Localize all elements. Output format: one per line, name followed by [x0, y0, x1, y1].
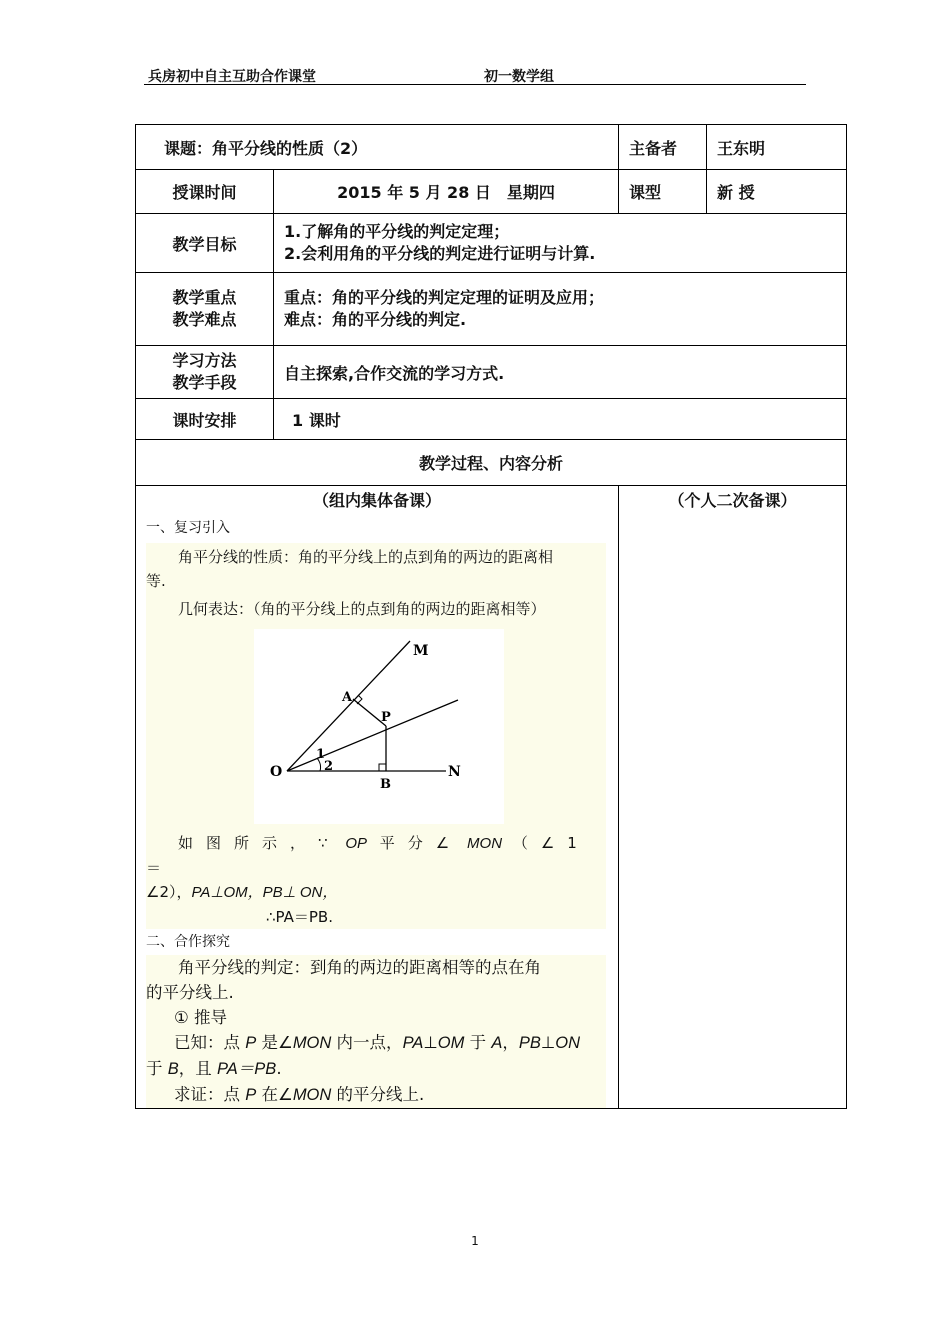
method-value: 自主探索,合作交流的学习方式.	[274, 346, 847, 399]
group-prep-cell	[136, 486, 619, 1109]
goal-label: 教学目标	[136, 214, 274, 273]
group-col-heading: （组内集体备课）	[313, 491, 442, 510]
type-value: 新 授	[707, 170, 847, 214]
prove-line: 求证：点 P 在∠MON 的平分线上.	[174, 1085, 425, 1104]
figure-background	[254, 629, 504, 824]
section2-title: 二、合作探究	[146, 934, 230, 950]
key-label	[136, 273, 274, 346]
geom-expression: 几何表达：（角的平分线上的点到角的两边的距离相等）	[178, 600, 546, 618]
judge-line-2: 的平分线上.	[146, 983, 234, 1002]
preparer-name: 王东明	[707, 125, 847, 170]
goal-list	[274, 214, 847, 273]
section1-title: 一、复习引入	[146, 520, 230, 536]
lesson-plan-table	[135, 124, 847, 1109]
figure-svg	[146, 621, 606, 831]
label-p: P	[381, 710, 391, 725]
key-content	[274, 273, 847, 346]
review-block	[146, 543, 606, 929]
difficulty: 难点：角的平分线的判定.	[284, 310, 467, 329]
example-line-2: ∠2），PA⊥OM，PB⊥ ON，	[146, 883, 338, 901]
label-n: N	[448, 764, 461, 780]
process-title: 教学过程、内容分析	[136, 440, 847, 486]
angle-bisector-figure	[146, 621, 606, 831]
time-label: 授课时间	[136, 170, 274, 214]
preparer-label: 主备者	[619, 125, 707, 170]
label-angle-2: 2	[324, 759, 334, 774]
explore-block	[146, 955, 606, 1108]
method-label-2: 教学手段	[172, 373, 237, 392]
key-label-2: 教学难点	[172, 310, 237, 329]
method-label	[136, 346, 274, 399]
known-line-1: 已知：点 P 是∠MON 内一点，PA⊥OM 于 A，PB⊥ON	[174, 1033, 580, 1052]
label-angle-1: 1	[316, 747, 326, 762]
derive-title: ① 推导	[174, 1008, 228, 1027]
property-line-2: 等.	[146, 572, 166, 590]
type-label: 课型	[619, 170, 707, 214]
key-point: 重点：角的平分线的判定定理的证明及应用；	[284, 288, 605, 307]
key-label-1: 教学重点	[172, 288, 237, 307]
example-line-1: 如图所示，∵ OP 平分∠ MON （∠1＝	[146, 834, 590, 877]
label-a: A	[342, 690, 353, 705]
label-o: O	[270, 764, 283, 780]
example-conclusion: ∴PA＝PB.	[266, 908, 333, 926]
school-name: 兵房初中自主互助合作课堂	[148, 69, 316, 85]
known-line-2: 于 B，且 PA＝PB.	[146, 1059, 282, 1078]
label-b: B	[380, 777, 391, 792]
group-name: 初一数学组	[484, 69, 554, 85]
judge-line-1: 角平分线的判定：到角的两边的距离相等的点在角	[178, 958, 541, 977]
label-m: M	[413, 643, 429, 659]
personal-prep-cell	[619, 486, 847, 1109]
property-line-1: 角平分线的性质：角的平分线上的点到角的两边的距离相	[178, 548, 554, 566]
page-number: 1	[471, 1234, 479, 1248]
page-header	[144, 64, 806, 85]
method-label-1: 学习方法	[172, 351, 237, 370]
personal-col-heading: （个人二次备课）	[668, 491, 797, 510]
hours-label: 课时安排	[136, 399, 274, 440]
goal-item: 2.会利用角的平分线的判定进行证明与计算.	[284, 244, 596, 263]
hours-value: 1 课时	[274, 399, 847, 440]
goal-item: 1.了解角的平分线的判定定理；	[284, 222, 510, 241]
time-value: 2015 年 5 月 28 日 星期四	[274, 170, 619, 214]
topic-cell: 课题：角平分线的性质（2）	[136, 125, 619, 170]
